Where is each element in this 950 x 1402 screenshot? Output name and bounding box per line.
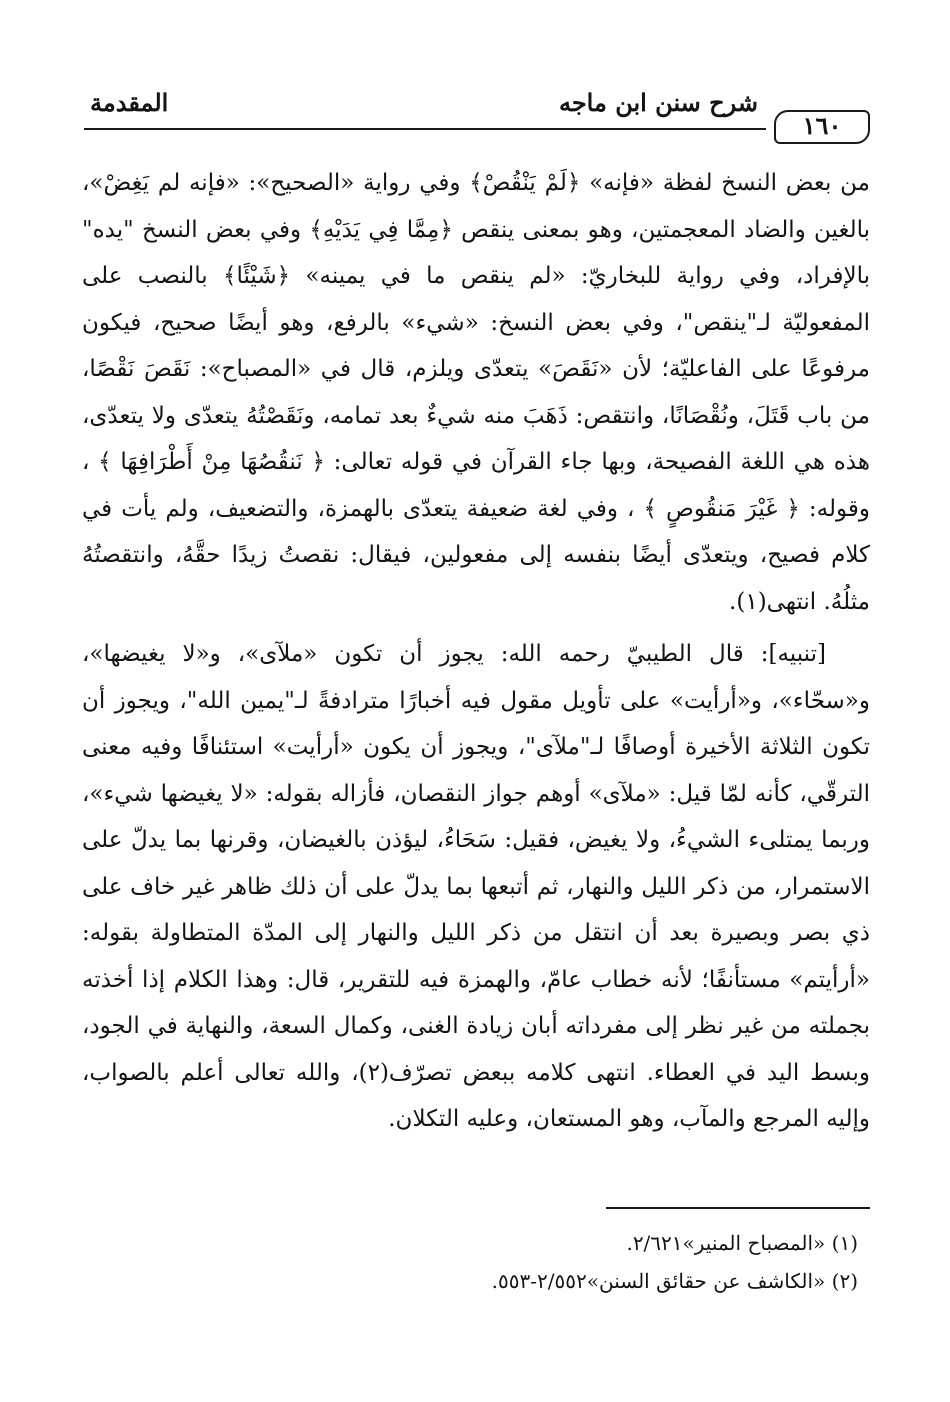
book-title: شرح سنن ابن ماجه: [558, 88, 758, 117]
body-text: [82, 160, 870, 1143]
paragraph: من بعض النسخ لفظة «فإنه» ﴿لَمْ يَنْقُصْ﴾ وفي رواية «الصحيح»: «فإنه لم يَغِضْ»، بالغين والضاد المعجمتين، وهو بمعنى ينقص ﴿مِمَّا فِي يَدَيْهِ﴾ وفي بعض النسخ "يده" بالإفراد، وفي رواية للبخاريّ: «لم ينقص ما في يمينه» ﴿شَيْئًا﴾ بالنصب على المفعوليّة لـ"ينقص"، وفي بعض النسخ: «شيء» بالرفع، وهو أيضًا صحيح، فيكون مرفوعًا على الفاعليّة؛ لأن «نَقَصَ» يتعدّى ويلزم، قال في «المصباح»: نَقَصَ نَقْصًا، من باب قَتَلَ، ونُقْصَانًا، وانتقص: ذَهَبَ منه شيءٌ بعد تمامه، ونَقَصْتُهُ يتعدّى ولا يتعدّى، هذه هي اللغة الفصيحة، وبها جاء القرآن في قوله تعالى: ﴿ نَنقُصُهَا مِنْ أَطْرَافِهَا ﴾ ، وقوله: ﴿ غَيْرَ مَنقُوصٍ ﴾ ، وفي لغة ضعيفة يتعدّى بالهمزة، والتضعيف، ولم يأت في كلام فصيح، ويتعدّى أيضًا بنفسه إلى مفعولين، فيقال: نقصتُ زيدًا حقَّهُ، وانتقصتُهُ مثلُهُ. انتهى(١).: [82, 170, 870, 615]
header-rule: [84, 128, 766, 130]
footnote: (٢) «الكاشف عن حقائق السنن»٢/٥٥٢-٥٥٣.: [491, 1269, 858, 1293]
chapter-title: المقدمة: [90, 88, 169, 117]
running-header: [84, 78, 870, 148]
paragraph: [تنبيه]: قال الطيبيّ رحمه الله: يجوز أن تكون «ملآى»، و«لا يغيضها»، و«سحّاء»، و«أرأيت» على تأويل مقول فيه أخبارًا مترادفةً لـ"يمين الله"، ويجوز أن تكون الثلاثة الأخيرة أوصافًا لـ"ملآى"، ويجوز أن يكون «أرأيت» استئنافًا وفيه معنى الترقّي، كأنه لمّا قيل: «ملآى» أوهم جواز النقصان، فأزاله بقوله: «لا يغيضها شيء»، وربما يمتلىء الشيءُ، ولا يغيض، فقيل: سَحَاءُ، ليؤذن بالغيضان، وقرنها بما يدلّ على الاستمرار، من ذكر الليل والنهار، ثم أتبعها بما يدلّ على أن ذلك ظاهر غير خاف على ذي بصر وبصيرة بعد أن انتقل من ذكر الليل والنهار إلى المدّة المتطاولة بقوله: «أرأيتم» مستأنفًا؛ لأنه خطاب عامّ، والهمزة فيه للتقرير، قال: وهذا الكلام إذا أخذته بجملته من غير نظر إلى مفرداته أبان زيادة الغنى، وكمال السعة، والنهاية في الجود، وبسط اليد في العطاء. انتهى كلامه ببعض تصرّف(٢)، والله تعالى أعلم بالصواب، وإليه المرجع والمآب، وهو المستعان، وعليه التكلان.: [82, 641, 870, 1132]
footnote-rule: [606, 1207, 870, 1209]
footnote: (١) «المصباح المنير»٢/٦٢١.: [626, 1231, 858, 1255]
footnotes: [82, 1224, 858, 1300]
page-number: ١٦٠: [774, 110, 870, 144]
